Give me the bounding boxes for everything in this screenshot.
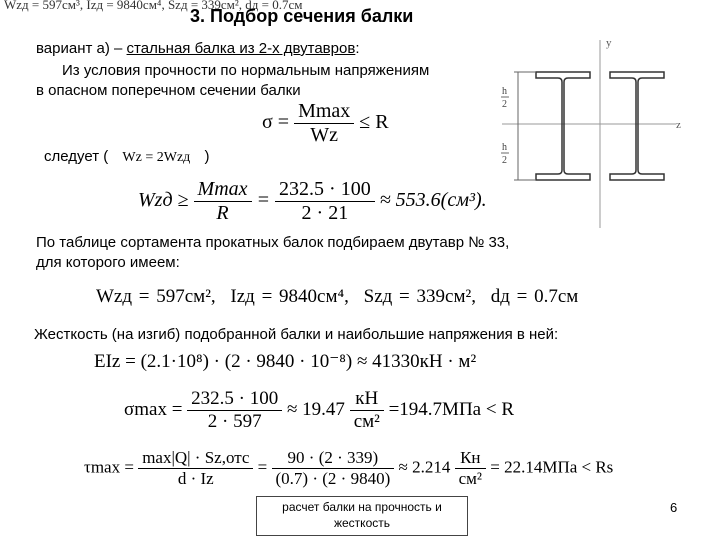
cross-section-diagram bbox=[496, 32, 706, 232]
stiffness-line: Жесткость (на изгиб) подобранной балки и наибольшие напряжения в ней: bbox=[34, 326, 559, 343]
sigma-symbol: σ = bbox=[262, 111, 290, 134]
required-modulus bbox=[138, 178, 487, 225]
required-frac2 bbox=[275, 178, 375, 225]
required-frac1-den: R bbox=[216, 202, 229, 224]
sigma-max-num: 232.5 · 100 bbox=[187, 388, 282, 411]
tau-max-den2: (0.7) · (2 · 9840) bbox=[275, 469, 391, 488]
tau-max-eq: = bbox=[257, 457, 268, 477]
table-line-1: По таблице сортамента прокатных балок подбираем двутавр № 33, bbox=[36, 234, 510, 251]
footer-box bbox=[256, 496, 468, 536]
required-frac1-num: Mmax bbox=[194, 178, 252, 202]
tau-max-den: d · Iz bbox=[177, 469, 214, 488]
follows-label: следует ( bbox=[44, 148, 109, 165]
tau-max-lhs: τmax = bbox=[84, 457, 134, 477]
prop-s: Szд = 339см² bbox=[363, 286, 472, 307]
tau-max-unit-den: см² bbox=[458, 469, 482, 488]
dim-upper-h: h bbox=[502, 86, 507, 97]
variant-underlined: стальная балка из 2-х двутавров bbox=[126, 40, 356, 57]
footer-line-2: жесткость bbox=[333, 516, 390, 530]
follows-line bbox=[44, 148, 209, 166]
dim-lower-h: h bbox=[502, 142, 507, 153]
tau-max-frac2 bbox=[272, 448, 395, 489]
required-lhs: Wzд ≥ bbox=[138, 189, 189, 212]
sigma-max-unit-den: см² bbox=[353, 411, 380, 432]
sigma-max-rest: =194.7МПа < R bbox=[388, 398, 514, 420]
sigma-max-approx: ≈ 19.47 bbox=[287, 398, 345, 420]
tau-max-unit bbox=[455, 448, 486, 489]
follows-expr: Wz = 2Wzд bbox=[122, 150, 191, 165]
tau-max-unit-num: Кн bbox=[455, 448, 486, 469]
tau-max-rest: = 22.14МПа < Rs bbox=[490, 457, 614, 477]
sigma-max-den: 2 · 597 bbox=[207, 411, 262, 432]
tau-max-frac1 bbox=[138, 448, 253, 489]
sigma-max bbox=[124, 388, 514, 433]
tau-max-num2: 90 · (2 · 339) bbox=[272, 448, 395, 469]
ei-formula: EIz = (2.1·10⁸) · (2 · 9840 · 10⁻⁸) ≈ 41330кН · м² bbox=[94, 351, 477, 372]
required-frac2-den: 2 · 21 bbox=[301, 202, 349, 224]
right-i-beam bbox=[610, 72, 664, 180]
required-frac1 bbox=[194, 178, 252, 225]
sigma-max-frac bbox=[187, 388, 282, 433]
dim-upper-2: 2 bbox=[502, 99, 507, 110]
prop-d: dд = 0.7см bbox=[490, 286, 579, 307]
strength-den: Wz bbox=[310, 124, 339, 146]
intro-line-1: Из условия прочности по нормальным напряжениям bbox=[62, 62, 430, 79]
tau-max bbox=[84, 448, 613, 489]
prop-w: Wzд = 597см² bbox=[96, 286, 211, 307]
sigma-max-unit-num: кН bbox=[350, 388, 384, 411]
variant-suffix: : bbox=[355, 40, 360, 57]
tau-max-approx: ≈ 2.214 bbox=[398, 457, 451, 477]
required-result: ≈ 553.6(см³). bbox=[379, 189, 487, 212]
left-i-beam bbox=[536, 72, 590, 180]
sigma-max-unit bbox=[350, 388, 384, 433]
strength-num: Mmax bbox=[294, 100, 354, 124]
variant-line bbox=[36, 40, 359, 57]
follows-close: ) bbox=[204, 148, 210, 165]
variant-prefix: вариант а) – bbox=[36, 40, 123, 57]
strength-relation: ≤ R bbox=[359, 111, 389, 134]
strength-fraction bbox=[294, 100, 354, 147]
sigma-max-lhs: σmax = bbox=[124, 398, 183, 420]
footer-line-1: расчет балки на прочность и bbox=[282, 500, 442, 514]
required-frac2-num: 232.5 · 100 bbox=[275, 178, 375, 202]
strength-condition bbox=[262, 100, 389, 147]
table-line-2: для которого имеем: bbox=[36, 254, 180, 271]
top-strip: Wzд = 597см³, Izд = 9840см⁴, Szд = 339см², dд = 0.7см bbox=[4, 0, 303, 12]
y-axis-label: y bbox=[606, 37, 612, 49]
prop-i: Izд = 9840см⁴ bbox=[230, 286, 345, 307]
tau-max-num: max|Q| · Sz,отс bbox=[138, 448, 253, 469]
page-number: 6 bbox=[670, 500, 678, 515]
intro-line-2: в опасном поперечном сечении балки bbox=[36, 82, 301, 99]
dim-lower-2: 2 bbox=[502, 155, 507, 166]
section-properties: Wzд = 597см², Izд = 9840см⁴, Szд = 339см², dд = 0.7см bbox=[96, 286, 579, 307]
z-axis-label: z bbox=[676, 119, 681, 131]
required-eq: = bbox=[256, 189, 271, 212]
page-title: 3. Подбор сечения балки bbox=[190, 6, 414, 26]
